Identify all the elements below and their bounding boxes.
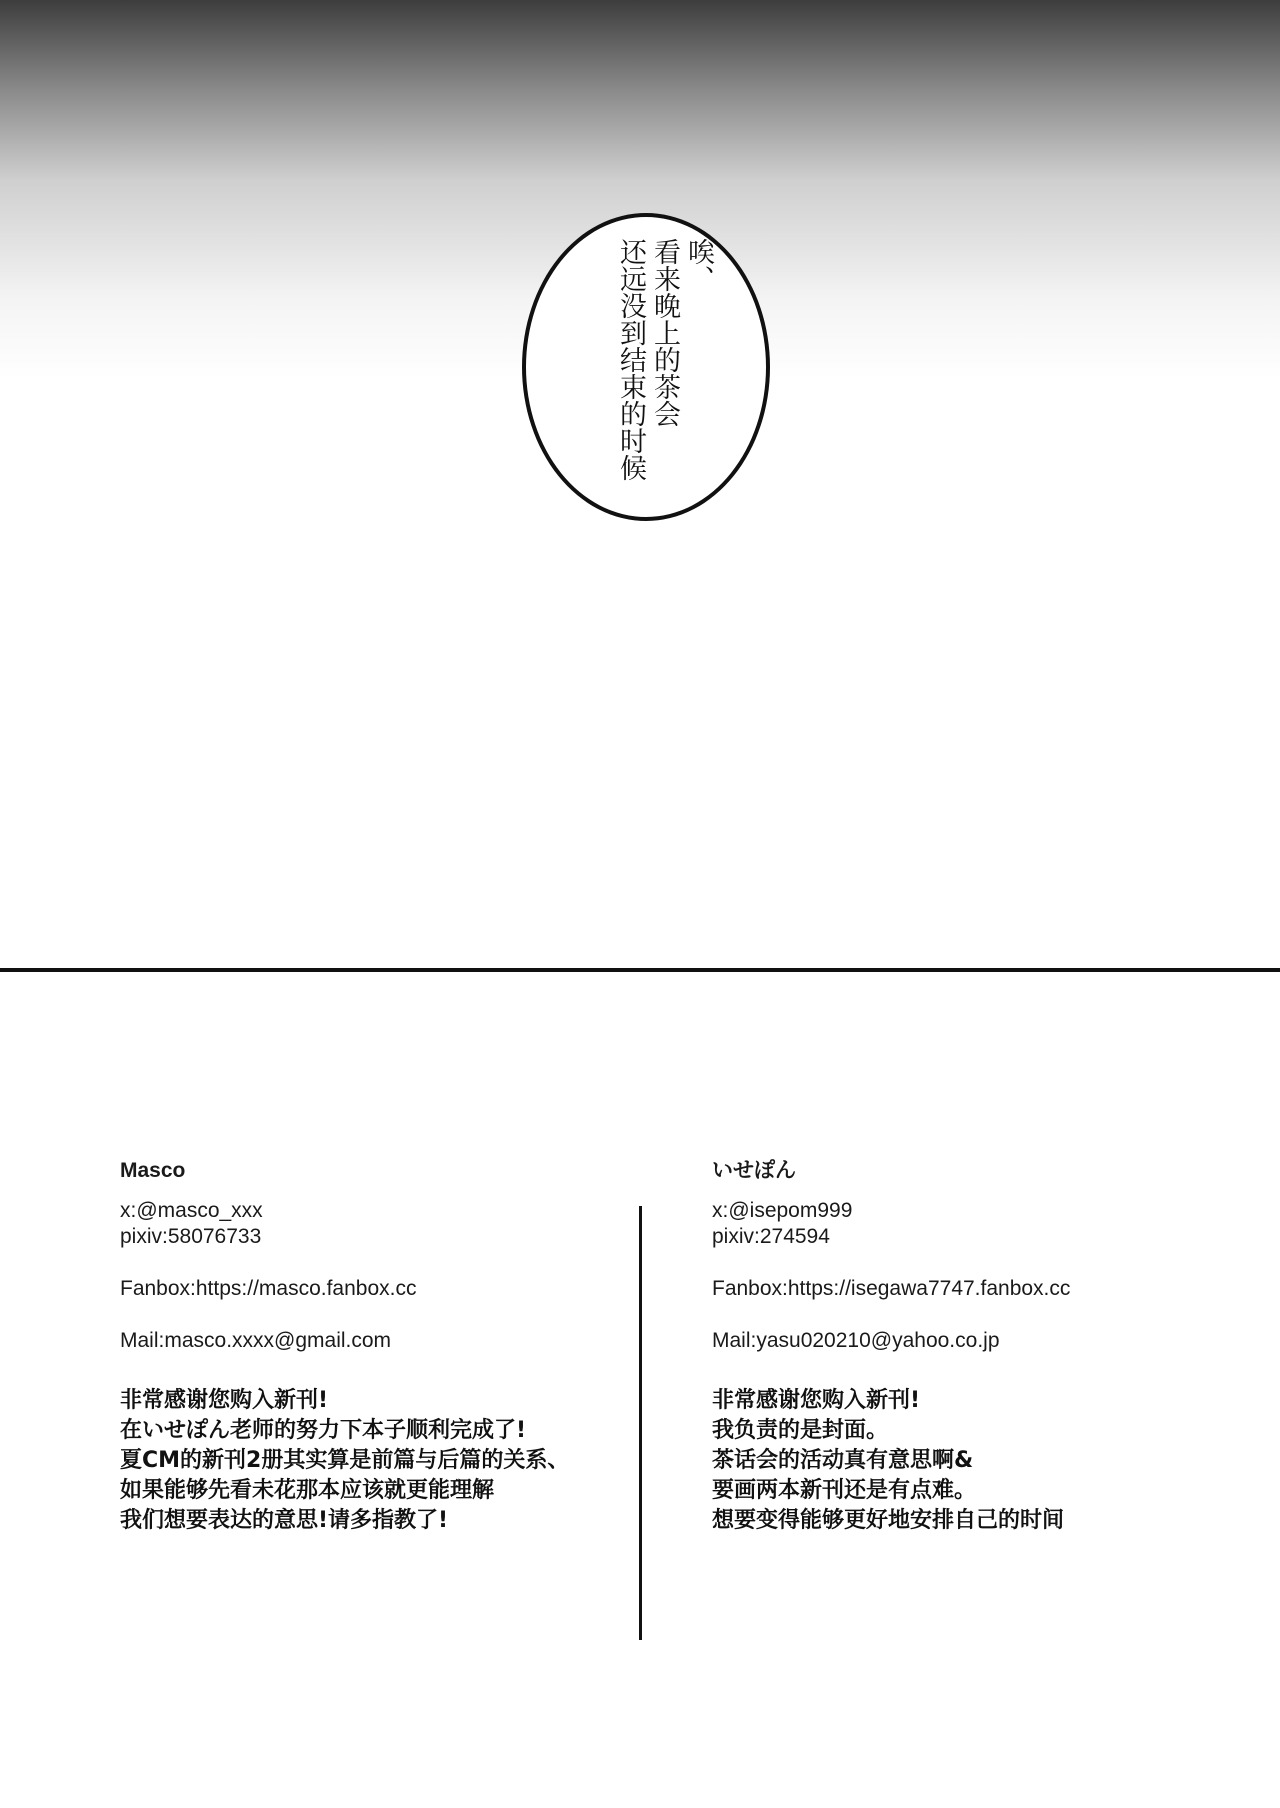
fanbox-link: Fanbox:https://masco.fanbox.cc <box>120 1277 417 1300</box>
afterword-line: 非常感谢您购入新刊! <box>120 1388 329 1413</box>
author-name: いせぽん <box>712 1159 796 1182</box>
mail-address: Mail:masco.xxxx@gmail.com <box>120 1329 392 1352</box>
x-handle: x:@masco_xxx <box>120 1199 263 1222</box>
speech-bubble-text <box>585 238 715 498</box>
afterword-line: 如果能够先看未花那本应该就更能理解 <box>120 1478 495 1503</box>
author-name: Masco <box>120 1159 186 1182</box>
column-separator <box>639 1206 642 1640</box>
speech-line: 唉、 <box>683 238 714 292</box>
afterword-line: 茶话会的活动真有意思啊& <box>712 1448 974 1473</box>
speech-line: 看来晚上的茶会 <box>649 238 680 427</box>
credit-column-masco <box>120 1150 640 1536</box>
panel-divider <box>0 968 1280 972</box>
mail-address: Mail:yasu020210@yahoo.co.jp <box>712 1329 1000 1352</box>
fanbox-link: Fanbox:https://isegawa7747.fanbox.cc <box>712 1277 1071 1300</box>
afterword-line: 在いせぽん老师的努力下本子顺利完成了! <box>120 1418 527 1443</box>
afterword-line: 我们想要表达的意思!请多指教了! <box>120 1508 449 1533</box>
afterword-line: 想要变得能够更好地安排自己的时间 <box>712 1508 1065 1533</box>
pixiv-id: pixiv:274594 <box>712 1225 830 1248</box>
speech-line: 还远没到结束的时候 <box>615 238 646 481</box>
afterword-line: 夏CM的新刊2册其实算是前篇与后篇的关系、 <box>120 1448 570 1473</box>
pixiv-id: pixiv:58076733 <box>120 1225 262 1248</box>
afterword-line: 要画两本新刊还是有点难。 <box>712 1478 977 1503</box>
afterword-line: 非常感谢您购入新刊! <box>712 1388 921 1413</box>
x-handle: x:@isepom999 <box>712 1199 853 1222</box>
afterword-line: 我负责的是封面。 <box>712 1418 889 1443</box>
credit-column-isepon <box>712 1150 1232 1536</box>
